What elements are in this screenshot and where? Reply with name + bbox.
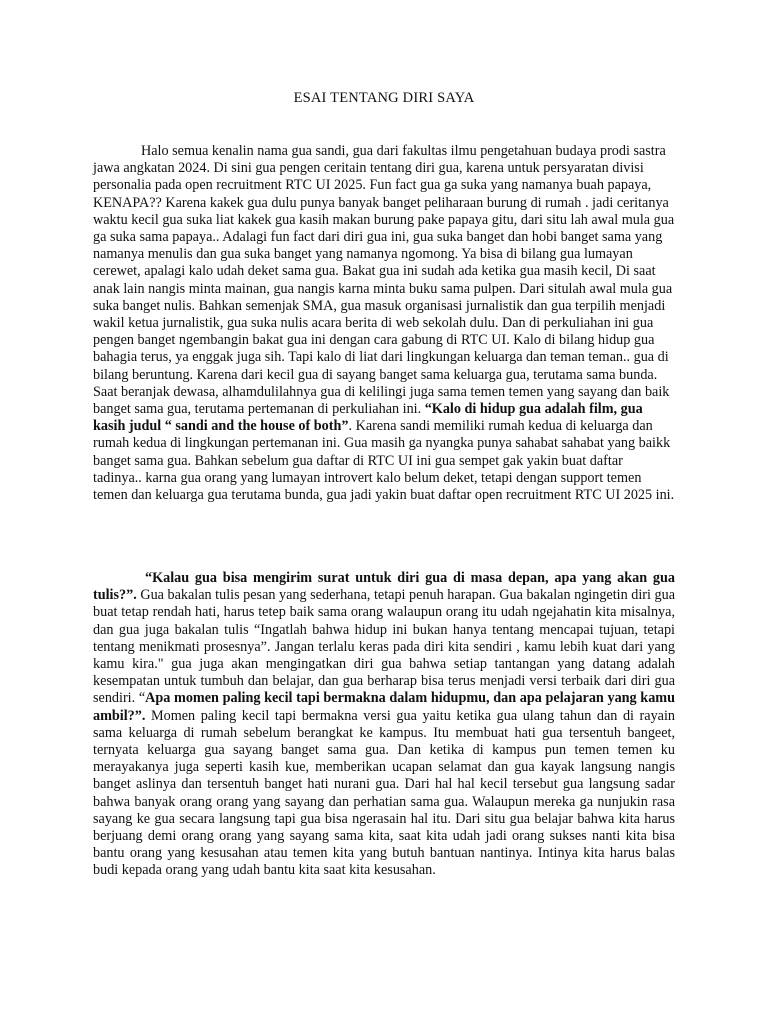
paragraph-2-text-b: Momen paling kecil tapi bermakna versi gua yaitu ketika gua ulang tahun dan di rayain sama keluarga di rumah sebelum berangkat ke kampus. Itu membuat hati gua tersentuh bangeet, ternyata keluarga gua sayang banget sama gua. Dan ketika di kampus pun temen temen ku merayakanya juga seperti kasih kue, memberikan ucapan selamat dan gua kayak langsung nangis banget aslinya dan tersentuh banget hati nurani gua. Dari hal hal kecil tersebut gua langsung sadar bahwa banyak orang orang yang sayang dan perhatian sama gua. Walaupun mereka ga nunjukin rasa sayang ke gua secara langsung tapi gua bisa ngerasain hal itu. Dari situ gua belajar bahwa kita harus berjuang demi orang orang yang sayang sama kita, saat kita udah jadi orang sukses nanti kita bisa bantu orang yang kesusahan atau temen kita yang butuh bantuan nantinya. Intinya kita harus balas budi kepada orang yang udah bantu kita saat kita kesusahan.: [93, 707, 675, 879]
paragraph-1: [93, 143, 675, 504]
paragraph-1-text-a: Halo semua kenalin nama gua sandi, gua dari fakultas ilmu pengetahuan budaya prodi sastra jawa angkatan 2024. Di sini gua pengen ceritain tentang diri gua, karena untuk persyaratan divisi personalia pada open recruitment RTC UI 2025. Fun fact gua ga suka yang namanya buah papaya, KENAPA?? Karena kakek gua dulu punya banyak banget peliharaan burung di rumah . jadi ceritanya waktu kecil gua suka liat kakek gua kasih makan burung pake papaya gitu, dari situ lah awal mula gua ga suka sama papaya.. Adalagi fun fact dari diri gua ini, gua suka banget dan hobi banget sama yang namanya menulis dan gua suka banget yang namanya ngomong. Ya bisa di bilang gua lumayan cerewet, apalagi kalo udah deket sama gua. Bakat gua ini sudah ada ketika gua masih kecil, Di saat anak lain nangis minta mainan, gua nangis karna minta buku sama pulpen. Dari situlah awal mula gua suka banget nulis. Bahkan semenjak SMA, gua masuk organisasi jurnalistik dan gua terpilih menjadi wakil ketua jurnalistik, gua suka nulis acara berita di web sekolah dulu. Dan di perkuliahan ini gua pengen banget ngembangin bakat gua ini dengan cara gabung di RTC UI. Kalo di bilang hidup gua bahagia terus, ya enggak juga sih. Tapi kalo di liat dari lingkungan keluarga dan teman teman.. gua di bilang beruntung. Karena dari kecil gua di sayang banget sama keluarga gua, terutama sama bunda. Saat beranjak dewasa, alhamdulilahnya gua di kelilingi juga sama temen temen yang sayang dan baik banget sama gua, terutama pertemanan di perkuliahan ini.: [93, 143, 675, 418]
paragraph-2-bold-question-2: Apa momen paling kecil tapi bermakna dalam hidupmu, dan apa pelajaran yang kamu ambil?”.: [93, 690, 675, 724]
paragraph-2-text-a: Gua bakalan tulis pesan yang sederhana, tetapi penuh harapan. Gua bakalan ngingetin diri gua buat tetap rendah hati, harus tetep baik sama orang walaupun orang itu udah ngejahatin kita misalnya, dan gua juga bakalan tulis “Ingatlah bahwa hidup ini bukan hanya tentang mencapai tujuan, tetapi tentang menikmati prosesnya”. Jangan terlalu keras pada diri kita sendiri , kamu lebih kuat dari yang kamu kira." gua juga akan mengingatkan diri gua bahwa setiap tantangan yang datang adalah kesempatan untuk tumbuh dan belajar, dan gua berharap bisa terus menjadi versi terbaik dari diri gua sendiri. “: [93, 587, 675, 707]
document-title: ESAI TENTANG DIRI SAYA: [293, 90, 475, 106]
paragraph-1-bold-quote: “Kalo di hidup gua adalah film, gua kasih judul “ sandi and the house of both”: [93, 401, 643, 435]
paragraph-1-text-b: . Karena sandi memiliki rumah kedua di keluarga dan rumah kedua di lingkungan pertemanan ini. Gua masih ga nyangka punya sahabat sahabat yang baikk banget sama gua. Bahkan sebelum gua daftar di RTC UI ini gua sempet gak yakin buat daftar tadinya.. karna gua orang yang lumayan introvert kalo belum deket, tetapi dengan support temen temen dan keluarga gua terutama bunda, gua jadi yakin buat daftar open recruitment RTC UI 2025 ini.: [93, 418, 675, 504]
paragraph-2-bold-question-1: “Kalau gua bisa mengirim surat untuk diri gua di masa depan, apa yang akan gua tulis?”.: [93, 570, 675, 604]
paragraph-2: [93, 570, 675, 880]
